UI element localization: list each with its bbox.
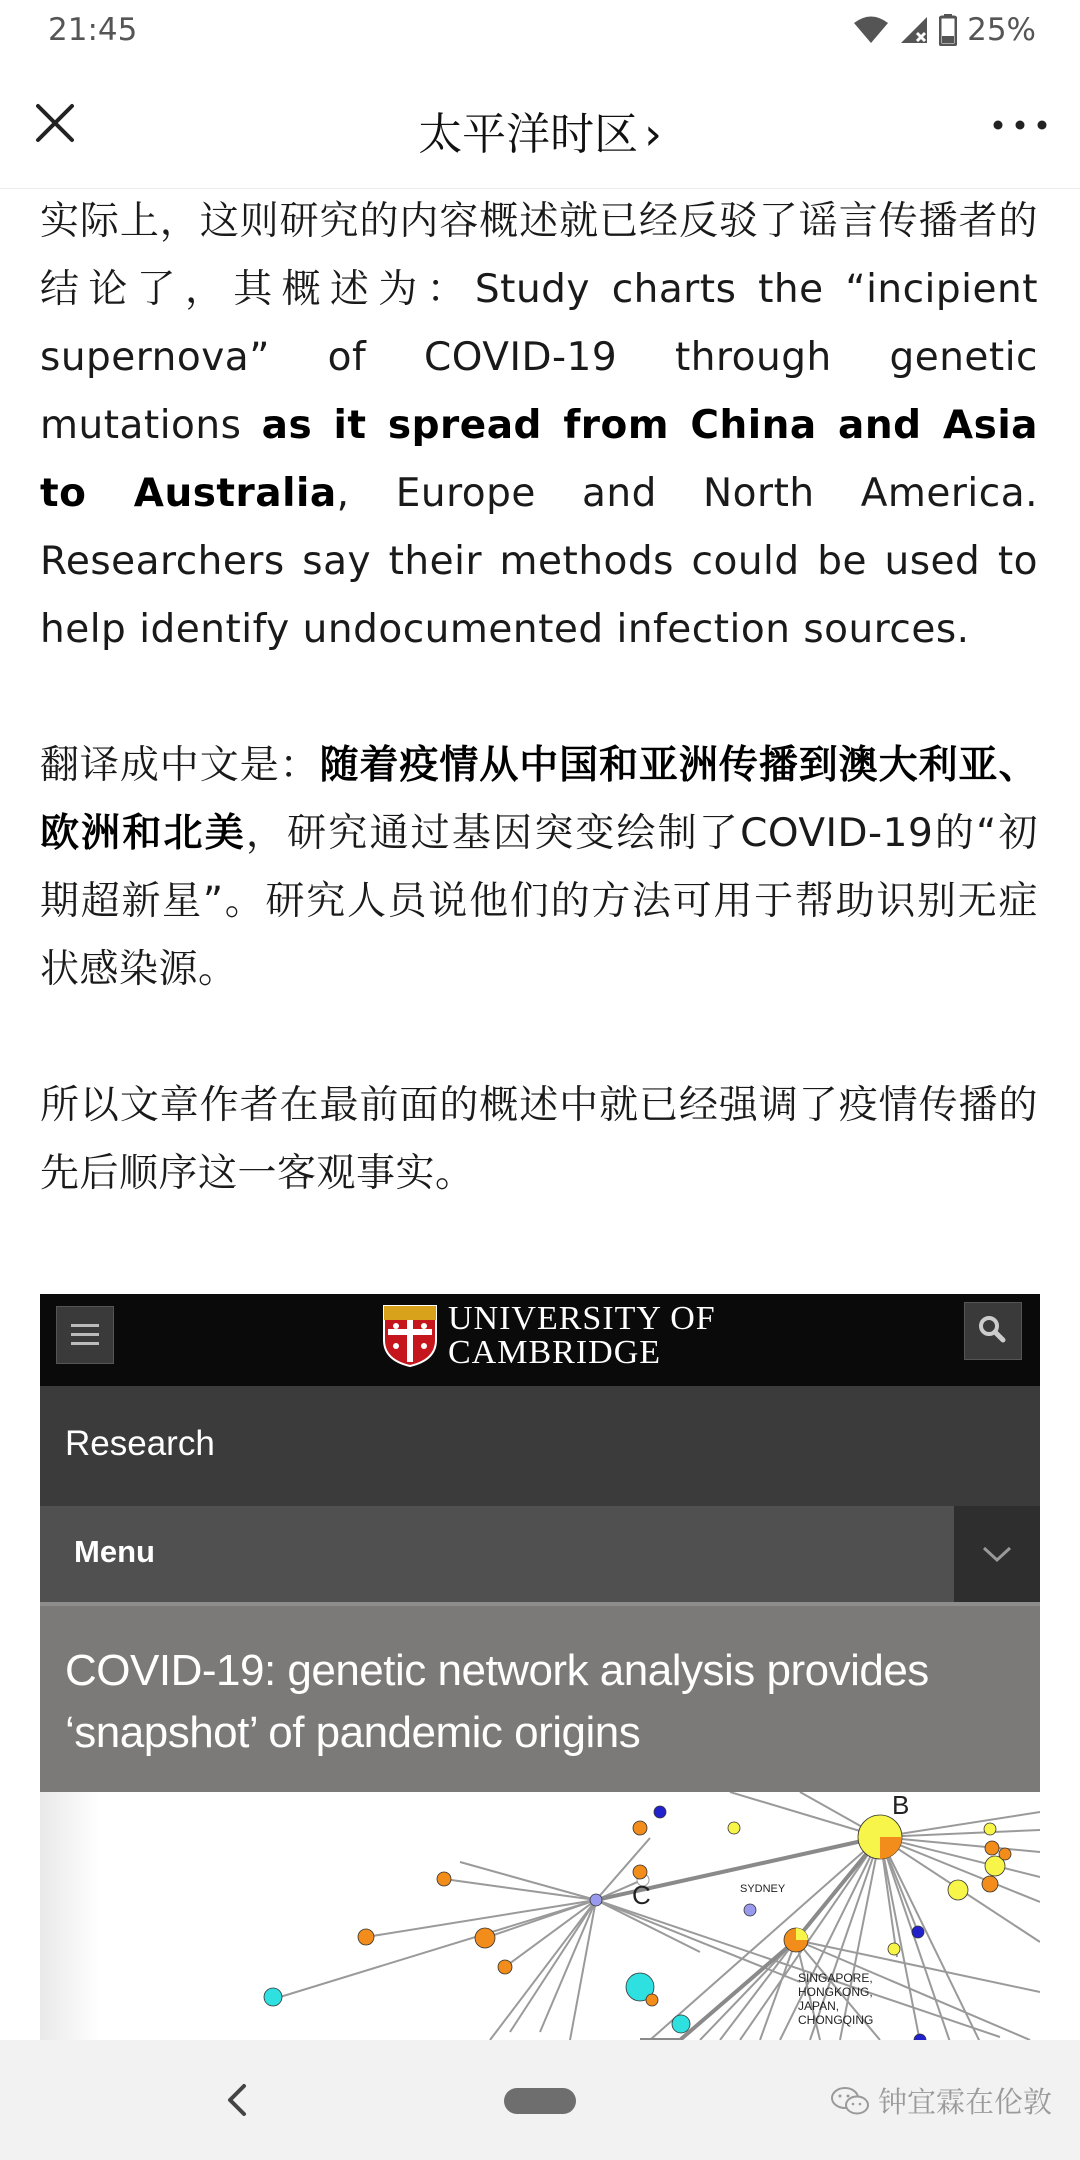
- article-body: [40, 188, 1038, 1208]
- crest-icon: [382, 1304, 438, 1368]
- cambridge-header: [40, 1294, 1040, 1386]
- paragraph-summary: 实际上，这则研究的内容概述就已经反驳了谣言传播者的结论了，其概述为：Study charts the “incipient supernova” of COVID-19 through genetic mutations as it spread from China and Asia to Australia, Europe and North America. Researchers say their methods could be used to help identify undocumented infection sources.: [40, 199, 1038, 652]
- top-nav: [0, 62, 1080, 189]
- status-time: 21:45: [48, 12, 138, 48]
- graph-label-sydney: SYDNEY: [740, 1883, 786, 1895]
- chevron-right-icon: ›: [644, 109, 662, 160]
- wifi-icon: [853, 15, 889, 45]
- status-bar: [0, 0, 1080, 62]
- article-image[interactable]: [40, 1294, 1040, 2040]
- graph-label-hongkong: HONGKONG,: [798, 1985, 873, 1999]
- graph-label-b: B: [892, 1792, 910, 1820]
- graph-label-c: C: [632, 1880, 651, 1910]
- signal-icon: [899, 15, 929, 45]
- battery-icon: [939, 14, 957, 46]
- more-icon[interactable]: [990, 110, 1050, 140]
- home-pill[interactable]: [504, 2088, 576, 2114]
- paragraph-translation: 翻译成中文是：随着疫情从中国和亚洲传播到澳大利亚、欧洲和北美，研究通过基因突变绘制了COVID-19的“初期超新星”。研究人员说他们的方法可用于帮助识别无症状感染源。: [40, 743, 1038, 992]
- section-bar: Research: [40, 1386, 1040, 1506]
- bold-phrase: as it spread from China and Asia to Australia: [40, 403, 1038, 516]
- hamburger-icon: [56, 1306, 114, 1364]
- back-icon[interactable]: [222, 2080, 252, 2120]
- status-icons: [853, 10, 1036, 50]
- graph-label-singapore: SINGAPORE,: [798, 1971, 873, 1985]
- graph-label-japan: JAPAN,: [798, 1999, 840, 2013]
- menu-bar: Menu: [40, 1506, 1040, 1602]
- account-name: 太平洋时区: [418, 109, 639, 160]
- watermark-text: 钟宜霖在伦敦: [877, 2085, 1052, 2119]
- bold-phrase: 随着疫情从中国和亚洲传播到澳大利亚、欧洲和北美: [40, 743, 1038, 856]
- account-title[interactable]: [0, 98, 1080, 162]
- network-graph: [40, 1792, 1040, 2040]
- chevron-down-icon: [954, 1506, 1040, 1602]
- headline-banner: COVID-19: genetic network analysis provides ‘snapshot’ of pandemic origins: [40, 1602, 1040, 1792]
- battery-percent: 25%: [967, 12, 1036, 48]
- paragraph-conclusion: 所以文章作者在最前面的概述中就已经强调了疫情传播的先后顺序这一客观事实。: [40, 1083, 1038, 1196]
- watermark: [830, 2080, 1052, 2121]
- search-icon: [964, 1302, 1022, 1360]
- system-nav-bar: [0, 2040, 1080, 2160]
- graph-label-chongqing: CHONGQING: [798, 2013, 874, 2027]
- cambridge-logo: UNIVERSITY OF CAMBRIDGE: [382, 1302, 716, 1370]
- wechat-icon: [830, 2085, 870, 2117]
